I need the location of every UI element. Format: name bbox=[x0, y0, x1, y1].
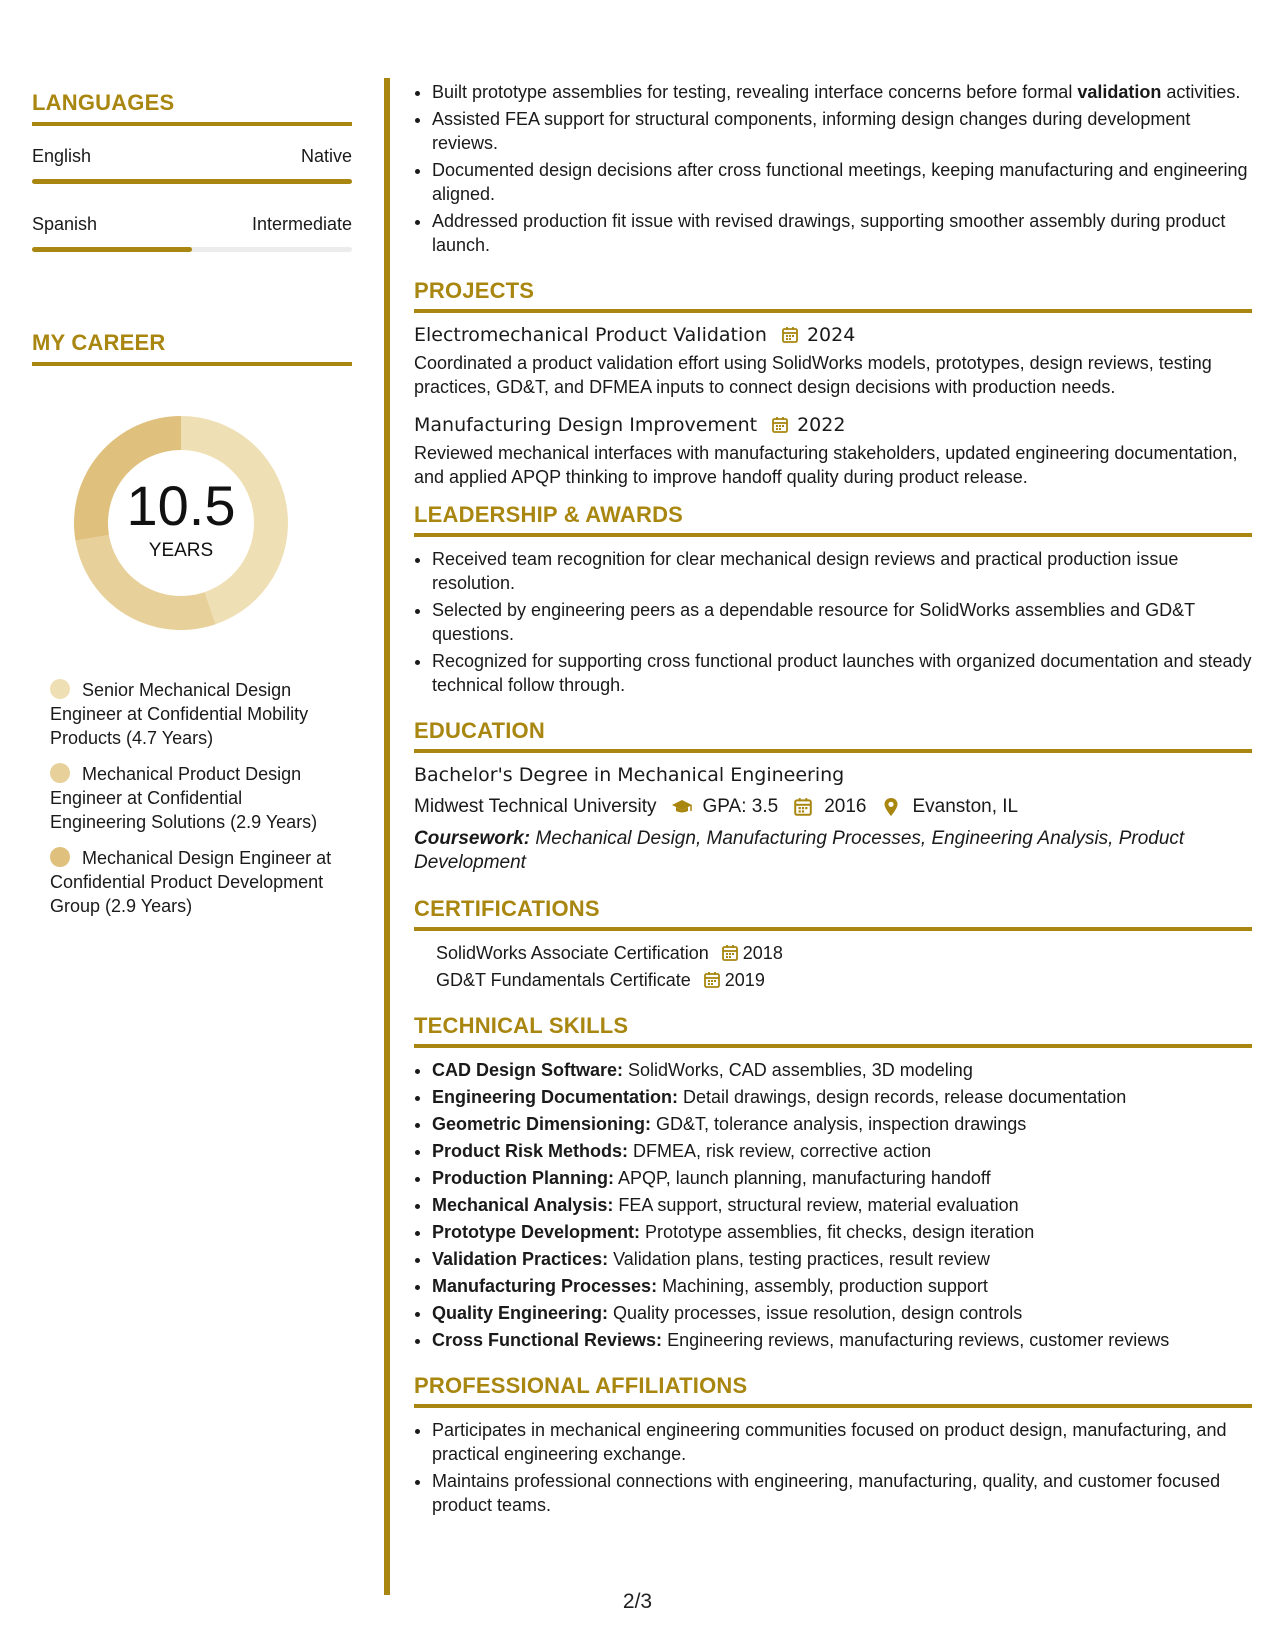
right-column bbox=[414, 80, 1252, 1520]
language-name: English bbox=[32, 146, 92, 166]
education-school: Midwest Technical University bbox=[414, 796, 657, 817]
legend-dot-icon bbox=[50, 847, 70, 867]
affiliations-list bbox=[414, 1418, 1252, 1517]
list-item: • Prototype Development: Prototype assemblies, fit checks, design iteration bbox=[432, 1220, 1252, 1244]
education-gpa: GPA: 3.5 bbox=[702, 796, 779, 817]
project-item bbox=[414, 413, 1252, 489]
list-item: • Addressed production fit issue with revised drawings, supporting smoother assembly during product launch. bbox=[432, 209, 1252, 257]
project-year: 2022 bbox=[797, 414, 846, 436]
project-name: Manufacturing Design Improvement bbox=[414, 414, 758, 436]
leadership-list bbox=[414, 547, 1252, 697]
calendar-icon bbox=[703, 971, 721, 989]
career-item: Mechanical Product Design Engineer at Confidential Engineering Solutions (2.9 Years) bbox=[50, 764, 318, 832]
list-item: • Participates in mechanical engineering communities focused on product design, manufacturing, and practical engineering exchange. bbox=[432, 1418, 1252, 1466]
legend-dot-icon bbox=[50, 679, 70, 699]
list-item: • Manufacturing Processes: Machining, assembly, production support bbox=[432, 1274, 1252, 1298]
graduation-cap-icon bbox=[671, 797, 693, 817]
project-name: Electromechanical Product Validation bbox=[414, 324, 767, 346]
career-item: Senior Mechanical Design Engineer at Confidential Mobility Products (4.7 Years) bbox=[50, 680, 309, 748]
certification-year: 2018 bbox=[742, 943, 783, 963]
left-column bbox=[32, 90, 352, 930]
education-year: 2016 bbox=[824, 796, 867, 817]
list-item: • Geometric Dimensioning: GD&T, tolerance analysis, inspection drawings bbox=[432, 1112, 1252, 1136]
list-item: • Engineering Documentation: Detail drawings, design records, release documentation bbox=[432, 1085, 1252, 1109]
calendar-icon bbox=[792, 797, 814, 817]
education-degree: Bachelor's Degree in Mechanical Engineering bbox=[414, 764, 845, 786]
list-item: • Assisted FEA support for structural components, informing design changes during development reviews. bbox=[432, 107, 1252, 155]
list-item: • CAD Design Software: SolidWorks, CAD assemblies, 3D modeling bbox=[432, 1058, 1252, 1082]
career-section bbox=[32, 330, 352, 918]
career-item: Mechanical Design Engineer at Confidential Product Development Group (2.9 Years) bbox=[50, 848, 332, 916]
list-item: • Mechanical Analysis: FEA support, structural review, material evaluation bbox=[432, 1193, 1252, 1217]
calendar-icon bbox=[781, 326, 799, 344]
project-year: 2024 bbox=[806, 324, 856, 346]
project-description: Reviewed mechanical interfaces with manufacturing stakeholders, updated engineering documentation, and applied APQP thinking to improve handoff quality during product release. bbox=[414, 443, 1238, 487]
location-pin-icon bbox=[880, 797, 902, 817]
certifications-list bbox=[414, 941, 1252, 992]
column-divider bbox=[384, 78, 390, 1595]
list-item: • Cross Functional Reviews: Engineering reviews, manufacturing reviews, customer reviews bbox=[432, 1328, 1252, 1352]
leadership-heading: LEADERSHIP & AWARDS bbox=[414, 503, 1252, 537]
language-proficiency-fill bbox=[32, 247, 192, 252]
career-list bbox=[50, 678, 340, 918]
skills-list bbox=[414, 1058, 1252, 1352]
education-heading: EDUCATION bbox=[414, 719, 1252, 753]
calendar-icon bbox=[771, 416, 789, 434]
certification-name: SolidWorks Associate Certification bbox=[436, 943, 709, 963]
list-item: • Selected by engineering peers as a dependable resource for SolidWorks assemblies and GD&T questions. bbox=[432, 598, 1252, 646]
list-item: • Recognized for supporting cross functional product launches with organized documentation and steady technical follow through. bbox=[432, 649, 1252, 697]
list-item: • Validation Practices: Validation plans, testing practices, result review bbox=[432, 1247, 1252, 1271]
project-description: Coordinated a product validation effort using SolidWorks models, prototypes, design reviews, testing practices, GD&T, and DFMEA inputs to connect design decisions with production needs. bbox=[414, 353, 1212, 397]
languages-heading: LANGUAGES bbox=[32, 90, 352, 126]
education-coursework: Coursework: Mechanical Design, Manufacturing Processes, Engineering Analysis, Product Development bbox=[414, 828, 1185, 873]
list-item: • Documented design decisions after cross functional meetings, keeping manufacturing and engineering aligned. bbox=[432, 158, 1252, 206]
list-item: • Product Risk Methods: DFMEA, risk review, corrective action bbox=[432, 1139, 1252, 1163]
language-proficiency-bar bbox=[32, 179, 352, 184]
language-level: Intermediate bbox=[251, 214, 352, 234]
career-total-years: 10.5 bbox=[126, 474, 236, 537]
career-donut-chart bbox=[66, 408, 296, 638]
list-item: • Production Planning: APQP, launch planning, manufacturing handoff bbox=[432, 1166, 1252, 1190]
experience-bullets bbox=[414, 80, 1252, 257]
skills-heading: TECHNICAL SKILLS bbox=[414, 1014, 1252, 1048]
certification-year: 2019 bbox=[724, 970, 765, 990]
certification-name: GD&T Fundamentals Certificate bbox=[436, 970, 691, 990]
list-item: • Quality Engineering: Quality processes, issue resolution, design controls bbox=[432, 1301, 1252, 1325]
list-item: • Built prototype assemblies for testing, revealing interface concerns before formal validation activities. bbox=[432, 80, 1252, 104]
career-heading: MY CAREER bbox=[32, 330, 352, 366]
list-item bbox=[432, 968, 1252, 992]
language-name: Spanish bbox=[32, 214, 98, 234]
language-item bbox=[32, 214, 352, 252]
language-item bbox=[32, 146, 352, 184]
list-item bbox=[432, 941, 1252, 965]
education-location: Evanston, IL bbox=[912, 796, 1019, 817]
language-proficiency-bar bbox=[32, 247, 352, 252]
language-level: Native bbox=[300, 146, 352, 166]
calendar-icon bbox=[721, 944, 739, 962]
affiliations-heading: PROFESSIONAL AFFILIATIONS bbox=[414, 1374, 1252, 1408]
legend-dot-icon bbox=[50, 763, 70, 783]
page-number: 2/3 bbox=[622, 1590, 653, 1613]
education-details bbox=[414, 795, 1252, 819]
list-item: • Maintains professional connections with engineering, manufacturing, quality, and customer focused product teams. bbox=[432, 1469, 1252, 1517]
list-item: • Received team recognition for clear mechanical design reviews and practical production issue resolution. bbox=[432, 547, 1252, 595]
project-item bbox=[414, 323, 1252, 399]
language-proficiency-fill bbox=[32, 179, 352, 184]
certifications-heading: CERTIFICATIONS bbox=[414, 897, 1252, 931]
career-years-label: YEARS bbox=[148, 540, 214, 561]
projects-heading: PROJECTS bbox=[414, 279, 1252, 313]
